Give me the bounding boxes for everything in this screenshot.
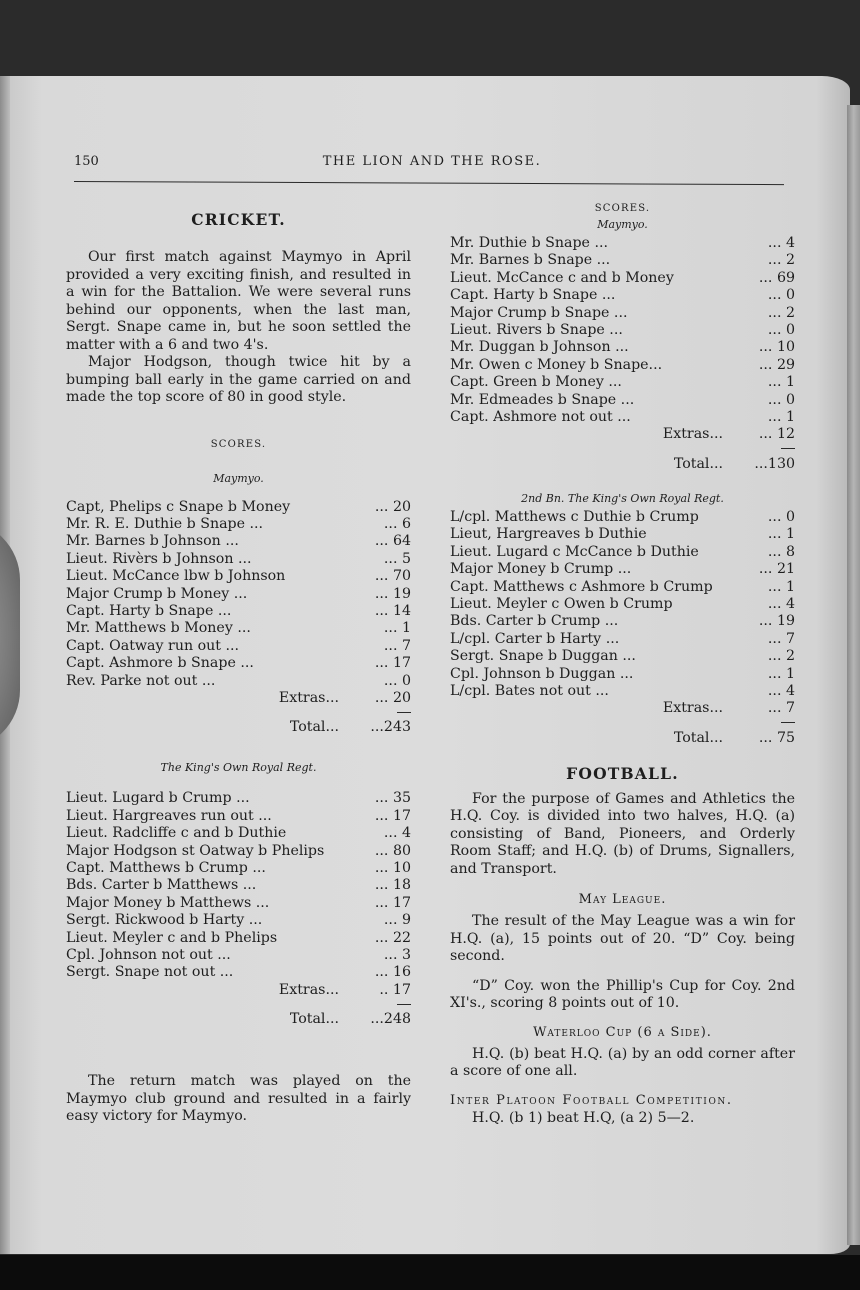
batsman: Capt. Harty b Snape ... (66, 602, 232, 619)
runs: ... 0 (383, 672, 411, 689)
extras-row (450, 700, 795, 717)
batsman: Capt. Green b Money ... (450, 374, 622, 391)
runs: ... 22 (374, 929, 411, 946)
batsman: Bds. Carter b Matthews ... (66, 877, 257, 894)
batsman: Lieut. Meyler c and b Phelips (66, 929, 278, 946)
waterloo-cup-title: Waterloo Cup (6 a Side). (533, 1024, 712, 1040)
extras-label: Extras... (662, 700, 723, 717)
batsman: Major Hodgson st Oatway b Phelips (66, 842, 325, 859)
total-value: ... 75 (758, 729, 795, 746)
batsman: Major Money b Crump ... (450, 561, 632, 578)
score-row (450, 561, 795, 578)
runs: ... 4 (767, 682, 795, 699)
scores-label: SCORES. (210, 438, 267, 450)
runs: ... 10 (758, 339, 795, 356)
batsman: Lieut, Hargreaves b Duthie (450, 526, 647, 543)
extras-row (450, 426, 795, 443)
batsman: Mr. Owen c Money b Snape... (450, 356, 663, 373)
score-row (66, 620, 411, 637)
team-label-maymyo: Maymyo. (213, 471, 264, 485)
batsman: Major Money b Matthews ... (66, 894, 270, 911)
runs: ... 2 (767, 304, 795, 321)
runs: ... 14 (374, 602, 411, 619)
batsman: Sergt. Snape not out ... (66, 964, 234, 981)
score-row (450, 509, 795, 526)
book-fore-edge (847, 105, 860, 1245)
team-label-maymyo-2: Maymyo. (597, 218, 648, 231)
extras-value: ... 7 (767, 700, 795, 717)
sum-rule (397, 712, 411, 713)
score-row (66, 825, 411, 842)
batsman: Cpl. Johnson not out ... (66, 947, 231, 964)
runs: ... 17 (374, 894, 411, 911)
score-row (450, 596, 795, 613)
batsman: Cpl. Johnson b Duggan ... (450, 665, 634, 682)
runs: ... 1 (767, 526, 795, 543)
scorecard-maymyo-2 (450, 235, 795, 474)
runs: ... 29 (758, 356, 795, 373)
batsman: Lieut. Rivers b Snape ... (450, 322, 623, 339)
batsman: Mr. R. E. Duthie b Snape ... (66, 515, 264, 532)
team-label-kings-own: The King's Own Royal Regt. (160, 761, 317, 775)
may-league-text-1: The result of the May League was a win for H.Q. (a), 15 points out of 20. “D” Coy. being second. (450, 913, 795, 965)
runs: ... 69 (758, 269, 795, 286)
runs: ... 3 (383, 947, 411, 964)
runs: ... 70 (374, 568, 411, 585)
batsman: Mr. Matthews b Money ... (66, 620, 251, 637)
score-row (450, 235, 795, 252)
batsman: Mr. Duggan b Johnson ... (450, 339, 629, 356)
score-row (450, 287, 795, 304)
extras-label: Extras... (278, 689, 339, 706)
total-row (66, 1009, 411, 1029)
cricket-intro-1: Our first match against Maymyo in April provided a very exciting finish, and resulted in a win for the Battalion. We were several runs behind our opponents, when the last man, Sergt. Snape came in, but he soon settled the matter with a 6 and two 4's. (66, 249, 411, 353)
score-row (66, 877, 411, 894)
score-row (450, 357, 795, 374)
score-row (450, 374, 795, 391)
extras-row (66, 690, 411, 707)
sum-rule-row (66, 707, 411, 717)
batsman: Capt, Phelips c Snape b Money (66, 498, 291, 515)
batsman: Major Crump b Snape ... (450, 304, 628, 321)
score-row (66, 673, 411, 690)
sum-rule-row (66, 999, 411, 1009)
runs: ... 18 (374, 877, 411, 894)
score-row (66, 603, 411, 620)
runs: ... 1 (383, 620, 411, 637)
scores-label-2: SCORES. (594, 203, 651, 214)
score-row (450, 631, 795, 648)
football-intro: For the purpose of Games and Athletics the H.Q. Coy. is divided into two halves, H.Q. (a) consisting of Band, Pioneers, and Orderly Room Staff; and H.Q. (b) of Drums, Signallers, and Transport. (450, 790, 795, 877)
score-row (450, 322, 795, 339)
inter-platoon-title: Inter Platoon Football Competition. (450, 1092, 733, 1108)
runs: ... 1 (767, 665, 795, 682)
may-league-title: May League. (578, 892, 667, 908)
score-row (450, 409, 795, 426)
runs: ... 17 (374, 807, 411, 824)
score-row (450, 683, 795, 700)
batsman: Lieut. McCance lbw b Johnson (66, 568, 286, 585)
score-row (450, 579, 795, 596)
batsman: Capt. Ashmore b Snape ... (66, 655, 254, 672)
extras-row (66, 982, 411, 999)
score-row (450, 392, 795, 409)
runs: ... 5 (383, 550, 411, 567)
journal-title: THE LION AND THE ROSE. (322, 154, 542, 169)
page-number: 150 (74, 154, 99, 169)
total-row (450, 728, 795, 748)
football-title: FOOTBALL. (566, 763, 679, 783)
batsman: L/cpl. Bates not out ... (450, 682, 609, 699)
background-bottom (0, 1255, 860, 1290)
score-row (66, 638, 411, 655)
total-value: ...248 (370, 1011, 411, 1028)
score-row (450, 526, 795, 543)
right-column (450, 203, 795, 1127)
runs: ... 19 (374, 585, 411, 602)
total-label: Total... (289, 1011, 339, 1028)
sum-rule (781, 448, 795, 449)
sum-rule-row (450, 444, 795, 454)
score-row (66, 860, 411, 877)
batsman: Lieut. Meyler c Owen b Crump (450, 595, 673, 612)
batsman: Lieut. Lugard b Crump ... (66, 790, 250, 807)
batsman: Sergt. Rickwood b Harty ... (66, 912, 263, 929)
runs: ... 0 (767, 322, 795, 339)
batsman: Sergt. Snape b Duggan ... (450, 648, 636, 665)
runs: ... 64 (374, 533, 411, 550)
runs: ... 16 (374, 964, 411, 981)
batsman: L/cpl. Carter b Harty ... (450, 630, 620, 647)
runs: ... 1 (767, 374, 795, 391)
score-row (450, 305, 795, 322)
score-row (66, 499, 411, 516)
runs: ... 2 (767, 648, 795, 665)
batsman: Lieut. McCance c and b Money (450, 269, 674, 286)
batsman: Mr. Barnes b Snape ... (450, 252, 611, 269)
runs: ... 10 (374, 860, 411, 876)
batsman: Capt. Matthews b Crump ... (66, 860, 266, 876)
score-row (66, 912, 411, 929)
total-value: ...243 (370, 719, 411, 736)
batsman: Capt. Matthews c Ashmore b Crump (450, 578, 713, 595)
score-row (450, 270, 795, 287)
running-head (74, 154, 790, 174)
score-row (66, 533, 411, 550)
sum-rule-row (450, 718, 795, 728)
runs: ... 0 (767, 508, 795, 525)
batsman: Mr. Duthie b Snape ... (450, 235, 608, 251)
return-match-text: The return match was played on the Maymyo club ground and resulted in a fairly easy victory for Maymyo. (66, 1073, 411, 1125)
batsman: Bds. Carter b Crump ... (450, 613, 619, 630)
batsman: Mr. Barnes b Johnson ... (66, 533, 239, 550)
runs: ... 0 (767, 391, 795, 408)
runs: ... 80 (374, 842, 411, 859)
runs: ... 6 (383, 515, 411, 532)
runs: ... 4 (383, 825, 411, 842)
runs: ... 20 (374, 498, 411, 515)
total-label: Total... (673, 729, 723, 746)
extras-value: .. 17 (379, 981, 411, 998)
runs: ... 9 (383, 912, 411, 929)
total-label: Total... (673, 455, 723, 472)
total-row (450, 454, 795, 474)
extras-value: ... 12 (758, 426, 795, 443)
batsman: Lieut. Rivèrs b Johnson ... (66, 550, 252, 567)
may-league-text-2: “D” Coy. won the Phillip's Cup for Coy. 2nd XI's., scoring 8 points out of 10. (450, 977, 795, 1012)
cricket-intro-2: Major Hodgson, though twice hit by a bumping ball early in the game carried on and made the top score of 80 in good style. (66, 354, 411, 405)
scorecard-maymyo-1 (66, 499, 411, 738)
extras-value: ... 20 (374, 689, 411, 706)
runs: ... 4 (767, 235, 795, 251)
score-row (450, 252, 795, 269)
score-row (66, 930, 411, 947)
batsman: Rev. Parke not out ... (66, 672, 216, 689)
score-row (450, 666, 795, 683)
score-row (450, 339, 795, 356)
score-row (450, 613, 795, 630)
batsman: Mr. Edmeades b Snape ... (450, 391, 635, 408)
score-row (66, 655, 411, 672)
total-label: Total... (289, 719, 339, 736)
runs: ... 17 (374, 655, 411, 672)
extras-label: Extras... (278, 981, 339, 998)
scorecard-kings-own-2 (450, 509, 795, 748)
scorecard-kings-own-1 (66, 790, 411, 1029)
score-row (66, 516, 411, 533)
runs: ... 19 (758, 613, 795, 630)
extras-label: Extras... (662, 426, 723, 443)
score-row (66, 947, 411, 964)
cricket-title: CRICKET. (191, 210, 286, 229)
runs: ... 7 (383, 637, 411, 654)
batsman: L/cpl. Matthews c Duthie b Crump (450, 508, 699, 525)
score-row (66, 586, 411, 603)
score-row (66, 808, 411, 825)
batsman: Lieut. Lugard c McCance b Duthie (450, 543, 699, 560)
sum-rule (781, 722, 795, 723)
batsman: Major Crump b Money ... (66, 585, 248, 602)
batsman: Lieut. Radcliffe c and b Duthie (66, 825, 287, 842)
batsman: Capt. Harty b Snape ... (450, 287, 616, 304)
runs: ... 4 (767, 595, 795, 612)
left-column (66, 210, 411, 1126)
team-label-kings-own-2: 2nd Bn. The King's Own Royal Regt. (521, 491, 724, 505)
runs: ... 1 (767, 409, 795, 426)
waterloo-cup-text: H.Q. (b) beat H.Q. (a) by an odd corner after a score of one all. (450, 1045, 795, 1080)
runs: ... 8 (767, 543, 795, 560)
score-row (66, 895, 411, 912)
runs: ... 35 (374, 790, 411, 807)
score-row (66, 790, 411, 807)
sum-rule (397, 1004, 411, 1005)
batsman: Capt. Ashmore not out ... (450, 409, 631, 426)
total-row (66, 717, 411, 737)
score-row (66, 568, 411, 585)
total-value: ...130 (754, 455, 795, 472)
batsman: Capt. Oatway run out ... (66, 637, 240, 654)
score-row (66, 551, 411, 568)
score-row (450, 544, 795, 561)
inter-platoon-text: H.Q. (b 1) beat H.Q, (a 2) 5—2. (472, 1109, 695, 1126)
score-row (66, 964, 411, 981)
runs: ... 21 (758, 561, 795, 578)
runs: ... 2 (767, 252, 795, 269)
runs: ... 0 (767, 287, 795, 304)
batsman: Lieut. Hargreaves run out ... (66, 807, 272, 824)
runs: ... 1 (767, 578, 795, 595)
score-row (450, 648, 795, 665)
runs: ... 7 (767, 630, 795, 647)
score-row (66, 843, 411, 860)
